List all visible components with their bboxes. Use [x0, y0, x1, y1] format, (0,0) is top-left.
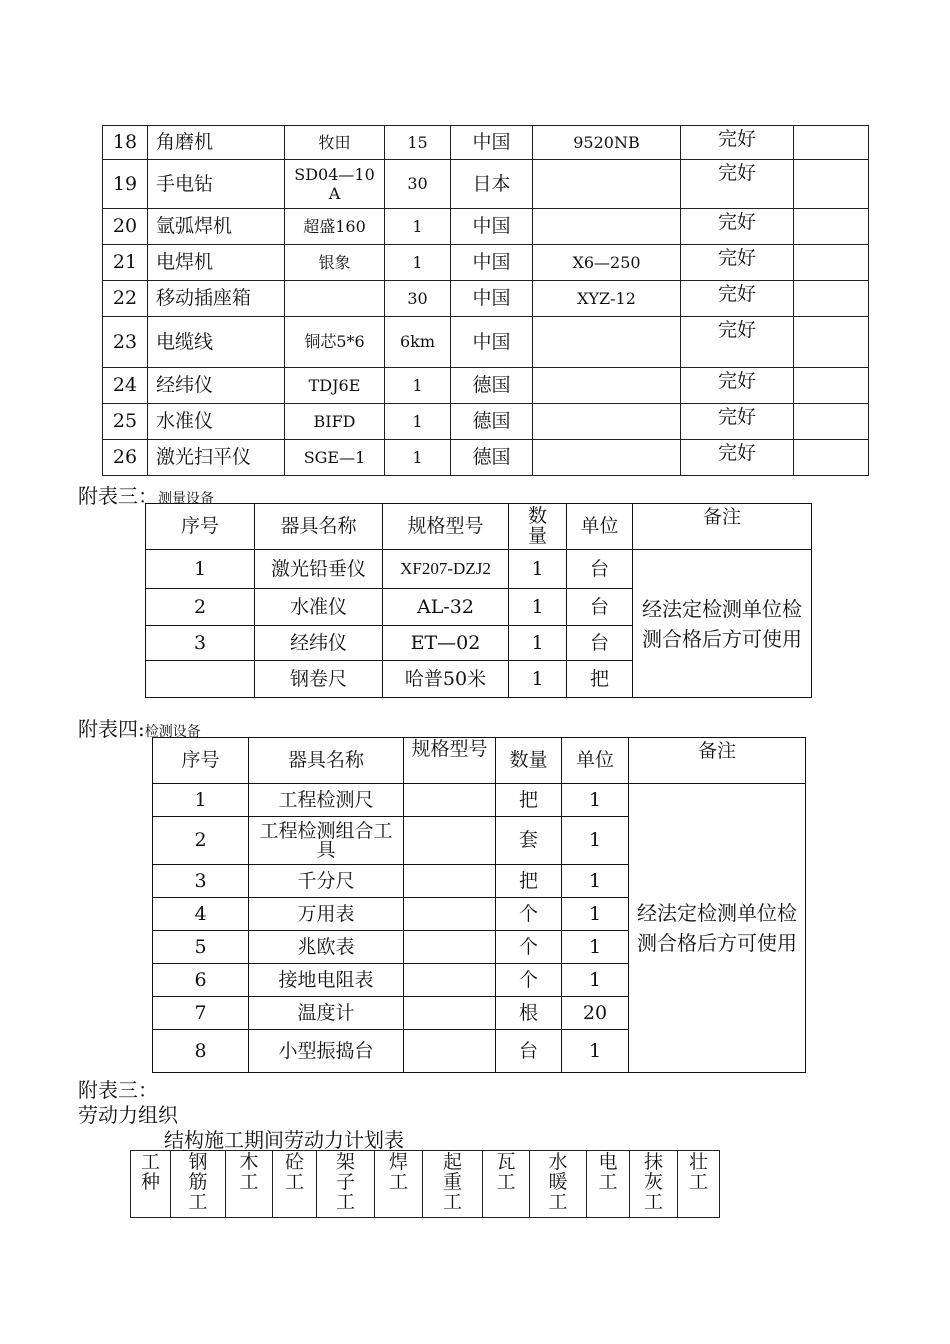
instrument-name: 兆欧表: [249, 931, 404, 964]
row-number: 2: [146, 589, 255, 626]
equipment-qty: 1: [385, 209, 451, 245]
equipment-model: [533, 160, 681, 209]
row-number: 22: [103, 281, 148, 317]
row-number: 25: [103, 404, 148, 440]
remark-cell: 经法定检测单位检测合格后方可使用: [629, 784, 806, 1073]
trade-header: 钢 筋 工: [171, 1151, 226, 1218]
equipment-note: [794, 245, 869, 281]
header-spec: 规格型号: [404, 738, 496, 784]
header-no: 序号: [146, 504, 255, 550]
equipment-status: 完好: [681, 281, 794, 317]
row-number: 26: [103, 440, 148, 476]
instrument-name: 工程检测尺: [249, 784, 404, 817]
instrument-spec: [404, 865, 496, 898]
instrument-qty: 1: [562, 865, 629, 898]
instrument-name: 小型振捣台: [249, 1030, 404, 1073]
equipment-origin: 中国: [451, 281, 533, 317]
equipment-qty: 6km: [385, 317, 451, 368]
instrument-qty: 1: [562, 817, 629, 865]
instrument-unit: 根: [496, 997, 562, 1030]
equipment-status: 完好: [681, 317, 794, 368]
equipment-note: [794, 368, 869, 404]
row-number: 4: [153, 898, 249, 931]
equipment-spec: SD04—10A: [285, 160, 385, 209]
row-number: 24: [103, 368, 148, 404]
equipment-spec: 银象: [285, 245, 385, 281]
instrument-spec: AL-32: [383, 589, 509, 626]
table-row: [103, 317, 869, 368]
equipment-note: [794, 281, 869, 317]
labor-table-title: 结构施工期间劳动力计划表: [164, 1128, 404, 1152]
equipment-qty: 15: [385, 126, 451, 160]
row-number: 1: [153, 784, 249, 817]
trade-header: 焊 工: [375, 1151, 423, 1218]
trade-header: 工 种: [131, 1151, 171, 1218]
instrument-unit: 台: [567, 589, 633, 626]
trade-header: 瓦 工: [483, 1151, 530, 1218]
header-name: 器具名称: [255, 504, 383, 550]
instrument-spec: XF207-DZJ2: [383, 550, 509, 589]
table-row: [103, 368, 869, 404]
instrument-spec: [404, 997, 496, 1030]
table-row: [103, 440, 869, 476]
instrument-name: 激光铅垂仪: [255, 550, 383, 589]
instrument-spec: [404, 817, 496, 865]
instrument-spec: 哈普50米: [383, 661, 509, 698]
equipment-name: 手电钻: [148, 160, 285, 209]
row-number: [146, 661, 255, 698]
equipment-status: 完好: [681, 368, 794, 404]
equipment-status: 完好: [681, 404, 794, 440]
equipment-model: [533, 368, 681, 404]
instrument-qty: 1: [562, 964, 629, 997]
instrument-unit: 把: [496, 865, 562, 898]
equipment-model: [533, 209, 681, 245]
equipment-name: 电缆线: [148, 317, 285, 368]
equipment-qty: 1: [385, 245, 451, 281]
instrument-unit: 把: [567, 661, 633, 698]
instrument-qty: 1: [562, 931, 629, 964]
instrument-spec: [404, 898, 496, 931]
section-title: 劳动力组织: [78, 1103, 178, 1127]
row-number: 21: [103, 245, 148, 281]
trade-header: 起 重 工: [423, 1151, 483, 1218]
row-number: 7: [153, 997, 249, 1030]
row-number: 23: [103, 317, 148, 368]
equipment-model: XYZ-12: [533, 281, 681, 317]
row-number: 1: [146, 550, 255, 589]
equipment-note: [794, 160, 869, 209]
instrument-name: 钢卷尺: [255, 661, 383, 698]
equipment-note: [794, 126, 869, 160]
header-qty: 数量: [496, 738, 562, 784]
equipment-model: X6—250: [533, 245, 681, 281]
equipment-name: 经纬仪: [148, 368, 285, 404]
instrument-qty: 1: [562, 784, 629, 817]
equipment-note: [794, 317, 869, 368]
measurement-table: [145, 503, 812, 698]
trade-header: 水 暖 工: [530, 1151, 587, 1218]
equipment-status: 完好: [681, 160, 794, 209]
table-row: [153, 784, 806, 817]
trade-header: 木 工: [226, 1151, 273, 1218]
instrument-unit: 台: [567, 626, 633, 661]
row-number: 20: [103, 209, 148, 245]
instrument-spec: [404, 931, 496, 964]
equipment-origin: 中国: [451, 126, 533, 160]
instrument-qty: 1: [509, 589, 567, 626]
instrument-spec: [404, 784, 496, 817]
trade-header: 壮 工: [678, 1151, 720, 1218]
inspection-table: [152, 737, 806, 1073]
instrument-name: 万用表: [249, 898, 404, 931]
equipment-origin: 中国: [451, 317, 533, 368]
equipment-name: 角磨机: [148, 126, 285, 160]
appendix3-label: 附表三：测量设备: [78, 484, 214, 508]
row-number: 3: [146, 626, 255, 661]
header-qty: 数 量: [509, 504, 567, 550]
instrument-name: 水准仪: [255, 589, 383, 626]
instrument-unit: 把: [496, 784, 562, 817]
instrument-spec: ET—02: [383, 626, 509, 661]
equipment-spec: 超盛160: [285, 209, 385, 245]
trade-header: 抹 灰 工: [630, 1151, 678, 1218]
instrument-name: 经纬仪: [255, 626, 383, 661]
table-row: [103, 245, 869, 281]
row-number: 2: [153, 817, 249, 865]
equipment-note: [794, 440, 869, 476]
equipment-origin: 日本: [451, 160, 533, 209]
appendix3b-label: 附表三：: [78, 1078, 158, 1102]
header-unit: 单位: [567, 504, 633, 550]
appendix4-label: 附表四:检测设备: [78, 717, 201, 741]
trade-header: 架 子 工: [317, 1151, 375, 1218]
equipment-status: 完好: [681, 440, 794, 476]
row-number: 18: [103, 126, 148, 160]
equipment-qty: 30: [385, 281, 451, 317]
equipment-qty: 30: [385, 160, 451, 209]
equipment-spec: 牧田: [285, 126, 385, 160]
table-row: [103, 126, 869, 160]
equipment-qty: 1: [385, 404, 451, 440]
instrument-unit: 个: [496, 964, 562, 997]
equipment-model: [533, 404, 681, 440]
equipment-status: 完好: [681, 126, 794, 160]
equipment-name: 氩弧焊机: [148, 209, 285, 245]
equipment-spec: BIFD: [285, 404, 385, 440]
row-number: 5: [153, 931, 249, 964]
equipment-name: 激光扫平仪: [148, 440, 285, 476]
equipment-qty: 1: [385, 368, 451, 404]
equipment-name: 电焊机: [148, 245, 285, 281]
instrument-qty: 1: [509, 550, 567, 589]
header-spec: 规格型号: [383, 504, 509, 550]
row-number: 3: [153, 865, 249, 898]
header-name: 器具名称: [249, 738, 404, 784]
instrument-unit: 套: [496, 817, 562, 865]
table-row: [103, 281, 869, 317]
instrument-qty: 20: [562, 997, 629, 1030]
trade-header: 砼 工: [273, 1151, 317, 1218]
row-number: 19: [103, 160, 148, 209]
instrument-spec: [404, 964, 496, 997]
equipment-name: 移动插座箱: [148, 281, 285, 317]
equipment-model: [533, 440, 681, 476]
equipment-status: 完好: [681, 209, 794, 245]
equipment-note: [794, 404, 869, 440]
remark-cell: 经法定检测单位检测合格后方可使用: [633, 550, 812, 698]
equipment-spec: TDJ6E: [285, 368, 385, 404]
equipment-spec: 铜芯5*6: [285, 317, 385, 368]
equipment-status: 完好: [681, 245, 794, 281]
instrument-unit: 台: [567, 550, 633, 589]
equipment-note: [794, 209, 869, 245]
instrument-name: 工程检测组合工具: [249, 817, 404, 865]
equipment-model: [533, 317, 681, 368]
instrument-name: 千分尺: [249, 865, 404, 898]
instrument-qty: 1: [509, 661, 567, 698]
instrument-unit: 个: [496, 931, 562, 964]
trade-header: 电 工: [587, 1151, 630, 1218]
instrument-unit: 个: [496, 898, 562, 931]
header-no: 序号: [153, 738, 249, 784]
equipment-spec: [285, 281, 385, 317]
instrument-name: 温度计: [249, 997, 404, 1030]
header-note: 备注: [633, 504, 812, 550]
equipment-origin: 德国: [451, 368, 533, 404]
instrument-qty: 1: [562, 1030, 629, 1073]
instrument-spec: [404, 1030, 496, 1073]
labor-table: [130, 1150, 720, 1218]
equipment-spec: SGE—1: [285, 440, 385, 476]
header-unit: 单位: [562, 738, 629, 784]
row-number: 6: [153, 964, 249, 997]
equipment-origin: 德国: [451, 404, 533, 440]
instrument-qty: 1: [562, 898, 629, 931]
table-row: [103, 404, 869, 440]
equipment-name: 水准仪: [148, 404, 285, 440]
header-note: 备注: [629, 738, 806, 784]
equipment-origin: 德国: [451, 440, 533, 476]
equipment-table: [102, 125, 869, 476]
instrument-name: 接地电阻表: [249, 964, 404, 997]
equipment-origin: 中国: [451, 209, 533, 245]
row-number: 8: [153, 1030, 249, 1073]
instrument-qty: 1: [509, 626, 567, 661]
table-row: [146, 550, 812, 589]
table-row: [103, 160, 869, 209]
equipment-origin: 中国: [451, 245, 533, 281]
table-row: [103, 209, 869, 245]
equipment-qty: 1: [385, 440, 451, 476]
equipment-model: 9520NB: [533, 126, 681, 160]
instrument-unit: 台: [496, 1030, 562, 1073]
